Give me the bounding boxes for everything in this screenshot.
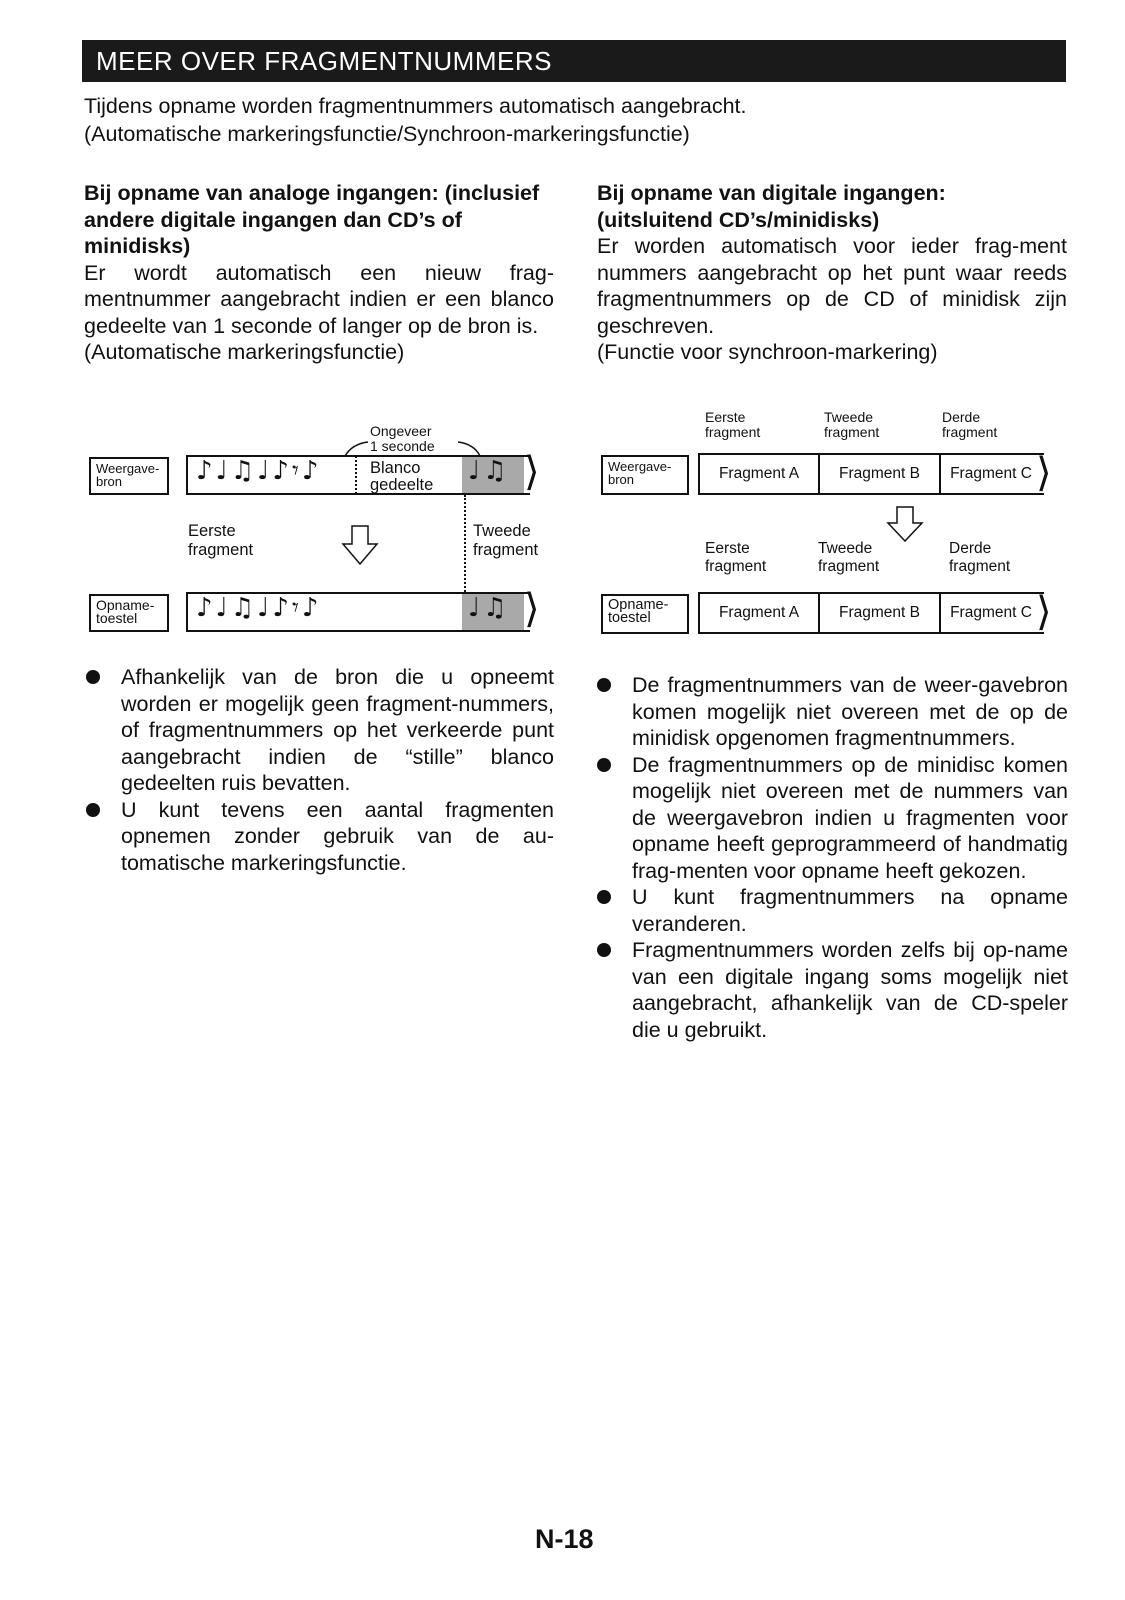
digital-heading: Bij opname van digitale ingangen: (uitsluitend CD’s/minidisks) bbox=[597, 181, 946, 232]
fragment-divider bbox=[464, 495, 466, 595]
portion-label: gedeelte bbox=[370, 476, 434, 494]
top-label-third: Derde fragment bbox=[942, 409, 998, 440]
bullet-dot bbox=[597, 678, 611, 692]
recorder-segment-b: Fragment B bbox=[820, 594, 941, 632]
source-notes: ♪♩♫♩♪𝄾♪ bbox=[196, 456, 322, 486]
digital-section bbox=[597, 180, 1067, 366]
intro-line-2: (Automatische markeringsfunctie/Synchroon-markeringsfunctie) bbox=[84, 122, 690, 146]
source-label-left: Weergave-bron bbox=[89, 457, 169, 495]
bullet-dot bbox=[86, 670, 100, 684]
list-item: Fragmentnummers worden zelfs bij op-name van een digitale ingang soms mogelijk niet aangebracht, afhankelijk van de CD-speler die u gebruikt. bbox=[595, 937, 1068, 1043]
recorder-bar-end-brace: ⟩ bbox=[524, 586, 540, 632]
bullet-dot bbox=[86, 803, 100, 817]
first-fragment-label-left: Eerste fragment bbox=[188, 522, 254, 559]
analog-heading: Bij opname van analoge ingangen: (inclusief andere digitale ingangen dan CD’s of minidisks) bbox=[84, 181, 540, 258]
recorder-segment-a: Fragment A bbox=[700, 594, 820, 632]
recorder-segment-c: Fragment C bbox=[950, 604, 1032, 621]
source-label-right: Weergave-bron bbox=[601, 455, 689, 495]
down-arrow-icon bbox=[340, 524, 380, 568]
blank-label: Blanco bbox=[370, 459, 421, 477]
source-segment-a: Fragment A bbox=[700, 455, 820, 493]
approx-label: Ongeveer bbox=[370, 423, 432, 439]
recorder-notes-tail: ♩♫ bbox=[468, 593, 510, 623]
bullet-dot bbox=[597, 890, 611, 904]
analog-body: Er wordt automatisch een nieuw frag-mentnummer aangebracht indien er een blanco gedeelte van 1 seconde of langer op de bron is. bbox=[84, 260, 554, 338]
bullet-dot bbox=[597, 758, 611, 772]
list-item: Afhankelijk van de bron die u opneemt worden er mogelijk geen fragment-nummers, of fragmentnummers op het verkeerde punt aangebracht indien de “stille” blanco gedeelten ruis bevatten. bbox=[84, 664, 554, 797]
recorder-label-right: Opname-toestel bbox=[601, 594, 689, 634]
source-segment-b: Fragment B bbox=[820, 455, 941, 493]
digital-body: Er worden automatisch voor ieder frag-ment nummers aangebracht op het punt waar reeds fragmentnummers op de CD of minidisk zijn geschreven. bbox=[597, 234, 1067, 338]
page-number: N-18 bbox=[535, 1524, 594, 1554]
notes-list-right bbox=[595, 672, 1068, 1043]
blank-start-divider bbox=[355, 456, 357, 494]
page-title: MEER OVER FRAGMENTNUMMERS bbox=[82, 40, 1066, 82]
top-label-second: Tweede fragment bbox=[824, 409, 880, 440]
analog-function: (Automatische markeringsfunctie) bbox=[84, 340, 405, 364]
source-right-end-brace: ⟩ bbox=[1036, 450, 1052, 496]
list-item: De fragmentnummers van de weer-gavebron komen mogelijk niet overeen met de op de minidisk opgenomen fragmentnummers. bbox=[595, 672, 1068, 752]
list-item: De fragmentnummers op de minidisc komen mogelijk niet overeen met de nummers van de weergavebron indien u fragmenten voor opname heeft geprogrammeerd of handmatig frag-menten voor opname heeft gekozen. bbox=[595, 752, 1068, 885]
source-notes-tail: ♩♫ bbox=[468, 456, 510, 486]
analog-section bbox=[84, 180, 554, 366]
recorder-label-left: Opname-toestel bbox=[89, 594, 169, 632]
list-item: U kunt fragmentnummers na opname veranderen. bbox=[595, 884, 1068, 937]
mid-label-second: Tweede fragment bbox=[818, 540, 880, 575]
top-label-first: Eerste fragment bbox=[705, 409, 761, 440]
intro-line-1: Tijdens opname worden fragmentnummers automatisch aangebracht. bbox=[84, 94, 747, 118]
digital-function: (Functie voor synchroon-markering) bbox=[597, 340, 938, 364]
one-second-label: 1 seconde bbox=[370, 438, 435, 454]
list-item: U kunt tevens een aantal fragmenten opnemen zonder gebruik van de au-tomatische markeringsfunctie. bbox=[84, 797, 554, 877]
intro bbox=[84, 92, 1044, 148]
mid-label-third: Derde fragment bbox=[949, 540, 1011, 575]
down-arrow-right-icon bbox=[885, 505, 925, 545]
source-segment-c: Fragment C bbox=[950, 465, 1032, 482]
recorder-notes: ♪♩♫♩♪𝄾♪ bbox=[196, 593, 322, 623]
notes-list-left bbox=[84, 664, 554, 876]
second-fragment-label-left: Tweede fragment bbox=[473, 522, 539, 559]
recorder-right-end-brace: ⟩ bbox=[1036, 589, 1052, 635]
mid-label-first: Eerste fragment bbox=[705, 540, 767, 575]
bullet-dot bbox=[597, 943, 611, 957]
source-bar-end-brace: ⟩ bbox=[524, 449, 540, 495]
